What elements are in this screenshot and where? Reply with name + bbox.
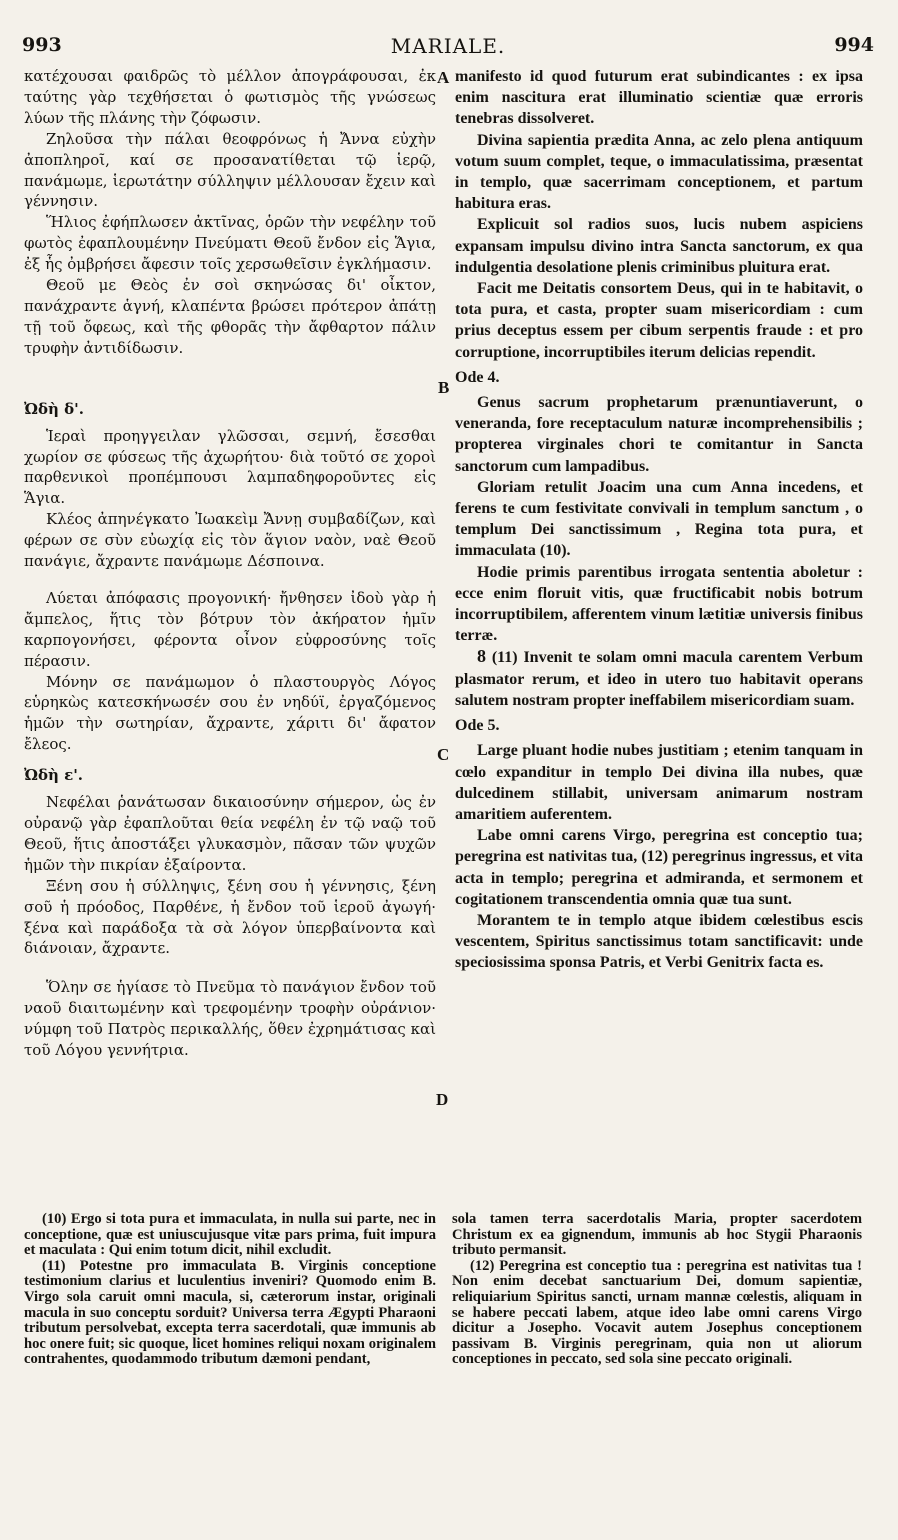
latin-paragraph-text: (11) Invenit te solam omni macula carentem Verbum plasmator rerum, et ideo in utero tuo habitavit operans salutem nostram propter ineffabilem misericordiam suam. <box>455 649 864 709</box>
greek-paragraph: Λύεται ἀπόφασις προγονική· ἤνθησεν ἰδοὺ γὰρ ἡ ἄμπελος, ἥτις τὸν βότρυν τὸν ἀκήρατον ἡμῖν καρπογονήσει, φέροντα οἶνον εὐφροσύνης τοῖς πέρασιν. <box>24 588 436 670</box>
latin-paragraph: Explicuit sol radios suos, lucis nubem aspiciens expansam impulsu divino intra Sancta sanctorum, ex qua indulgentia desolatione plenis criminibus pluitura erat. <box>455 216 863 276</box>
latin-paragraph: Labe omni carens Virgo, peregrina est conceptio tua; peregrina est nativitas tua, (12) peregrinus ingressus, et vita acta in templo; peregrina et admiranda, et sermonem et cogitationem transcendentia omnia quæ tua sunt. <box>455 827 863 908</box>
greek-ode-heading: Ὠδὴ ε'. <box>24 766 84 785</box>
footnote: (10) Ergo si tota pura et immaculata, in nulla sui parte, nec in conceptione, quæ est uniuscujusque vitæ pars prima, fuit impura et maculata : Qui enim totum dicit, nihil excludit. <box>24 1211 436 1259</box>
footnote: (11) Potestne pro immaculata B. Virginis conceptione testimonium clarius et luculentius inveniri? Quomodo enim B. Virgo sola caruit omni macula, si, cæterorum instar, originali macula in suo conceptu sorduit? Universa terra Ægypti Pharaoni tributum persolvebat, excepta terra sacerdotali, quæ immunis ab hoc onere fuit; sic quoque, licet homines reliqui noxam originalem contrahentes, quodammodo tributum dæmoni pendant, <box>24 1257 436 1368</box>
latin-paragraph: Large pluant hodie nubes justitiam ; etenim tanquam in cœlo expanditur in templo Dei divina illa nubes, quæ dulcedinem stillabit, universam animarum nostram amaritiem auferentem. <box>455 742 863 823</box>
latin-paragraph: Morantem te in templo atque ibidem cœlestibus escis vescentem, Spiritus sanctissimus totam sanctificavit: unde speciosissima sponsa Patris, et Verbi Genitrix facta es. <box>455 911 863 972</box>
greek-paragraph: Ἥλιος ἐφήπλωσεν ἀκτῖνας, ὁρῶν τὴν νεφέλην τοῦ φωτὸς ἐφαπλουμένην Πνεύματι Θεοῦ ἔνδον εἰς Ἅγια, ἐξ ἧς ὀμβρήσει ἄφεσιν τοῖς χερσωθεῖσιν ἐγκλήμασιν. <box>24 213 436 274</box>
greek-paragraph: Κλέος ἀπηνέγκατο Ἰωακεὶμ Ἄννῃ συμβαδίζων, καὶ φέρων σε σὺν εὐωχίᾳ εἰς τὸν ἅγιον ναὸν, ναὲ Θεοῦ πανάγιε, ἄχραντε πανάμωμε Δέσποινα. <box>24 510 436 571</box>
latin-paragraph <box>455 646 863 711</box>
greek-paragraph: Μόνην σε πανάμωμον ὁ πλαστουργὸς Λόγος εὑρηκὼς κατεσκήνωσέν σου ἐν νηδύϊ, ἐργαζόμενος ἡμῶν τὴν σωτηρίαν, ἄχραντε, χάριτι δι' ἄφατον ἔλεος. <box>24 672 436 754</box>
greek-paragraph: κατέχουσαι φαιδρῶς τὸ μέλλον ἀπογράφουσαι, ἐκ ταύτης γὰρ τεχθήσεται ὁ φωτισμὸς τῆς γνώσεως λύων τῆς πλάνης τὴν ζόφωσιν. <box>24 67 436 127</box>
page-number-right: 994 <box>834 34 874 56</box>
margin-marker-c: C <box>437 745 450 764</box>
latin-paragraph: Hodie primis parentibus irrogata sententia aboletur : ecce enim floruit vitis, quæ fructificabit nobis botrum incorruptibilem, afferentem vinum lætitiæ universis finibus terræ. <box>455 563 863 645</box>
page-header <box>22 34 874 60</box>
running-title: MARIALE. <box>390 34 506 58</box>
latin-paragraph: Facit me Deitatis consortem Deus, qui in te habitavit, o tota pura, et casta, propter suam misericordiam : cum prius deceptus essem per cibum serpentis fraude : et pro corruptione, incorruptibiles iterum delicias rependit. <box>455 280 863 361</box>
footnote: (12) Peregrina est conceptio tua : peregrina est nativitas tua ! Non enim decebat sanctuarium Dei, domum sapientiæ, reliquiarium Spiritus sancti, urnam mannæ cœlestis, aliquam in se habere peccati labem, atque ideo labe omni carens Virgo dicitur a Josepho. Vocavit autem Josephus conceptionem passivam B. Virginis peregrinam, quia non ut aliorum conceptiones in peccato, sed sola sine peccato originali. <box>452 1257 862 1368</box>
latin-paragraph: Divina sapientia prædita Anna, ac zelo plena antiquum votum suum complet, teque, o immaculatissima, præsentat in templo, quæ sacerrimam conceptionem, et partum habitura eras. <box>455 131 863 213</box>
latin-ode-heading: Ode 5. <box>455 717 500 735</box>
greek-paragraph: Νεφέλαι ῥανάτωσαν δικαιοσύνην σήμερον, ὡς ἐν οὐρανῷ γὰρ ἐφαπλοῦται θεία νεφέλη ἐν τῷ ναῷ τοῦ Θεοῦ, ἥτις ἀποστάξει γλυκασμὸν, πᾶσαν τῶν ψυχῶν ἡμῶν τὴν πικρίαν ἐξαίροντα. <box>24 793 436 874</box>
margin-marker-d: D <box>436 1090 449 1109</box>
page-number-left: 993 <box>22 34 62 56</box>
greek-paragraph: Ζηλοῦσα τὴν πάλαι θεοφρόνως ἡ Ἄννα εὐχὴν ἀποπληροῖ, καί σε προσανατίθεται τῷ ἱερῷ, πανάμωμε, ἱερωτάτην σύλληψιν μέλλουσαν ἔχειν καὶ γέννησιν. <box>24 129 436 211</box>
greek-paragraph: Ὅλην σε ἡγίασε τὸ Πνεῦμα τὸ πανάγιον ἔνδον τοῦ ναοῦ διαιτωμένην καὶ τρεφομένην τροφὴν οὐράνιον· νύμφη τοῦ Πατρὸς περικαλλής, ὅθεν ἐχρημάτισας καὶ τοῦ Λόγου γεννήτρια. <box>24 978 436 1060</box>
latin-paragraph: Gloriam retulit Joacim una cum Anna incedens, et ferens te cum festivitate convivali in templum sanctum , o templum Dei sanctissimum , Regina tota pura, et immaculata (10). <box>455 478 863 560</box>
greek-paragraph: Θεοῦ με Θεὸς ἐν σοὶ σκηνώσας δι' οἶκτον, πανάχραντε ἁγνή, κλαπέντα βρώσει πρότερον ἀπάτῃ τῇ τοῦ ὄφεως, καὶ τῆς φθορᾶς τὴν ἄφθαρτον πάλιν τρυφὴν ἀντιδίδωσιν. <box>24 276 436 357</box>
footnotes-left <box>24 1212 436 1368</box>
margin-marker-a: A <box>437 68 450 87</box>
latin-column <box>455 66 863 974</box>
greek-paragraph: Ξένη σου ἡ σύλληψις, ξένη σου ἡ γέννησις, ξένη σοῦ ἡ πρόοδος, Παρθένε, ἡ ἔνδον τοῦ ἱεροῦ ἀγωγή· ξένα καὶ παράδοξα τὰ σὰ λόγον ὑπερβαίνοντα καὶ διάνοιαν, ἄχραντε. <box>24 876 436 958</box>
greek-ode-heading: Ὠδὴ δ'. <box>24 399 84 418</box>
footnotes-right <box>452 1212 862 1368</box>
greek-paragraph: Ἱεραὶ προηγγειλαν γλῶσσαι, σεμνή, ἔσεσθαι χωρίον σε φύσεως τῆς ἀχωρήτου· διὰ τοῦτό σε χοροὶ παρθενικοὶ προπέμπουσι λαμπαδηφοροῦντες εἰς Ἅγια. <box>24 426 436 508</box>
margin-marker-b: B <box>438 378 450 397</box>
column-number: 8 <box>477 646 486 667</box>
greek-column <box>24 66 436 1061</box>
latin-paragraph: manifesto id quod futurum erat subindicantes : ex ipsa enim nascitura erat illuminatio scientiæ quæ erroris tenebras dissolveret. <box>455 68 863 128</box>
footnote-continuation: sola tamen terra sacerdotalis Maria, propter sacerdotem Christum ex ea gignendum, immunis ab hoc Stygii Pharaonis tributo permansit. <box>452 1211 862 1259</box>
latin-paragraph: Genus sacrum prophetarum prænuntiaverunt, o veneranda, fore receptaculum naturæ incomprehensibilis ; propterea virginales chori te comitantur in Sancta sanctorum cum lampadibus. <box>455 394 863 475</box>
latin-ode-heading: Ode 4. <box>455 368 500 386</box>
